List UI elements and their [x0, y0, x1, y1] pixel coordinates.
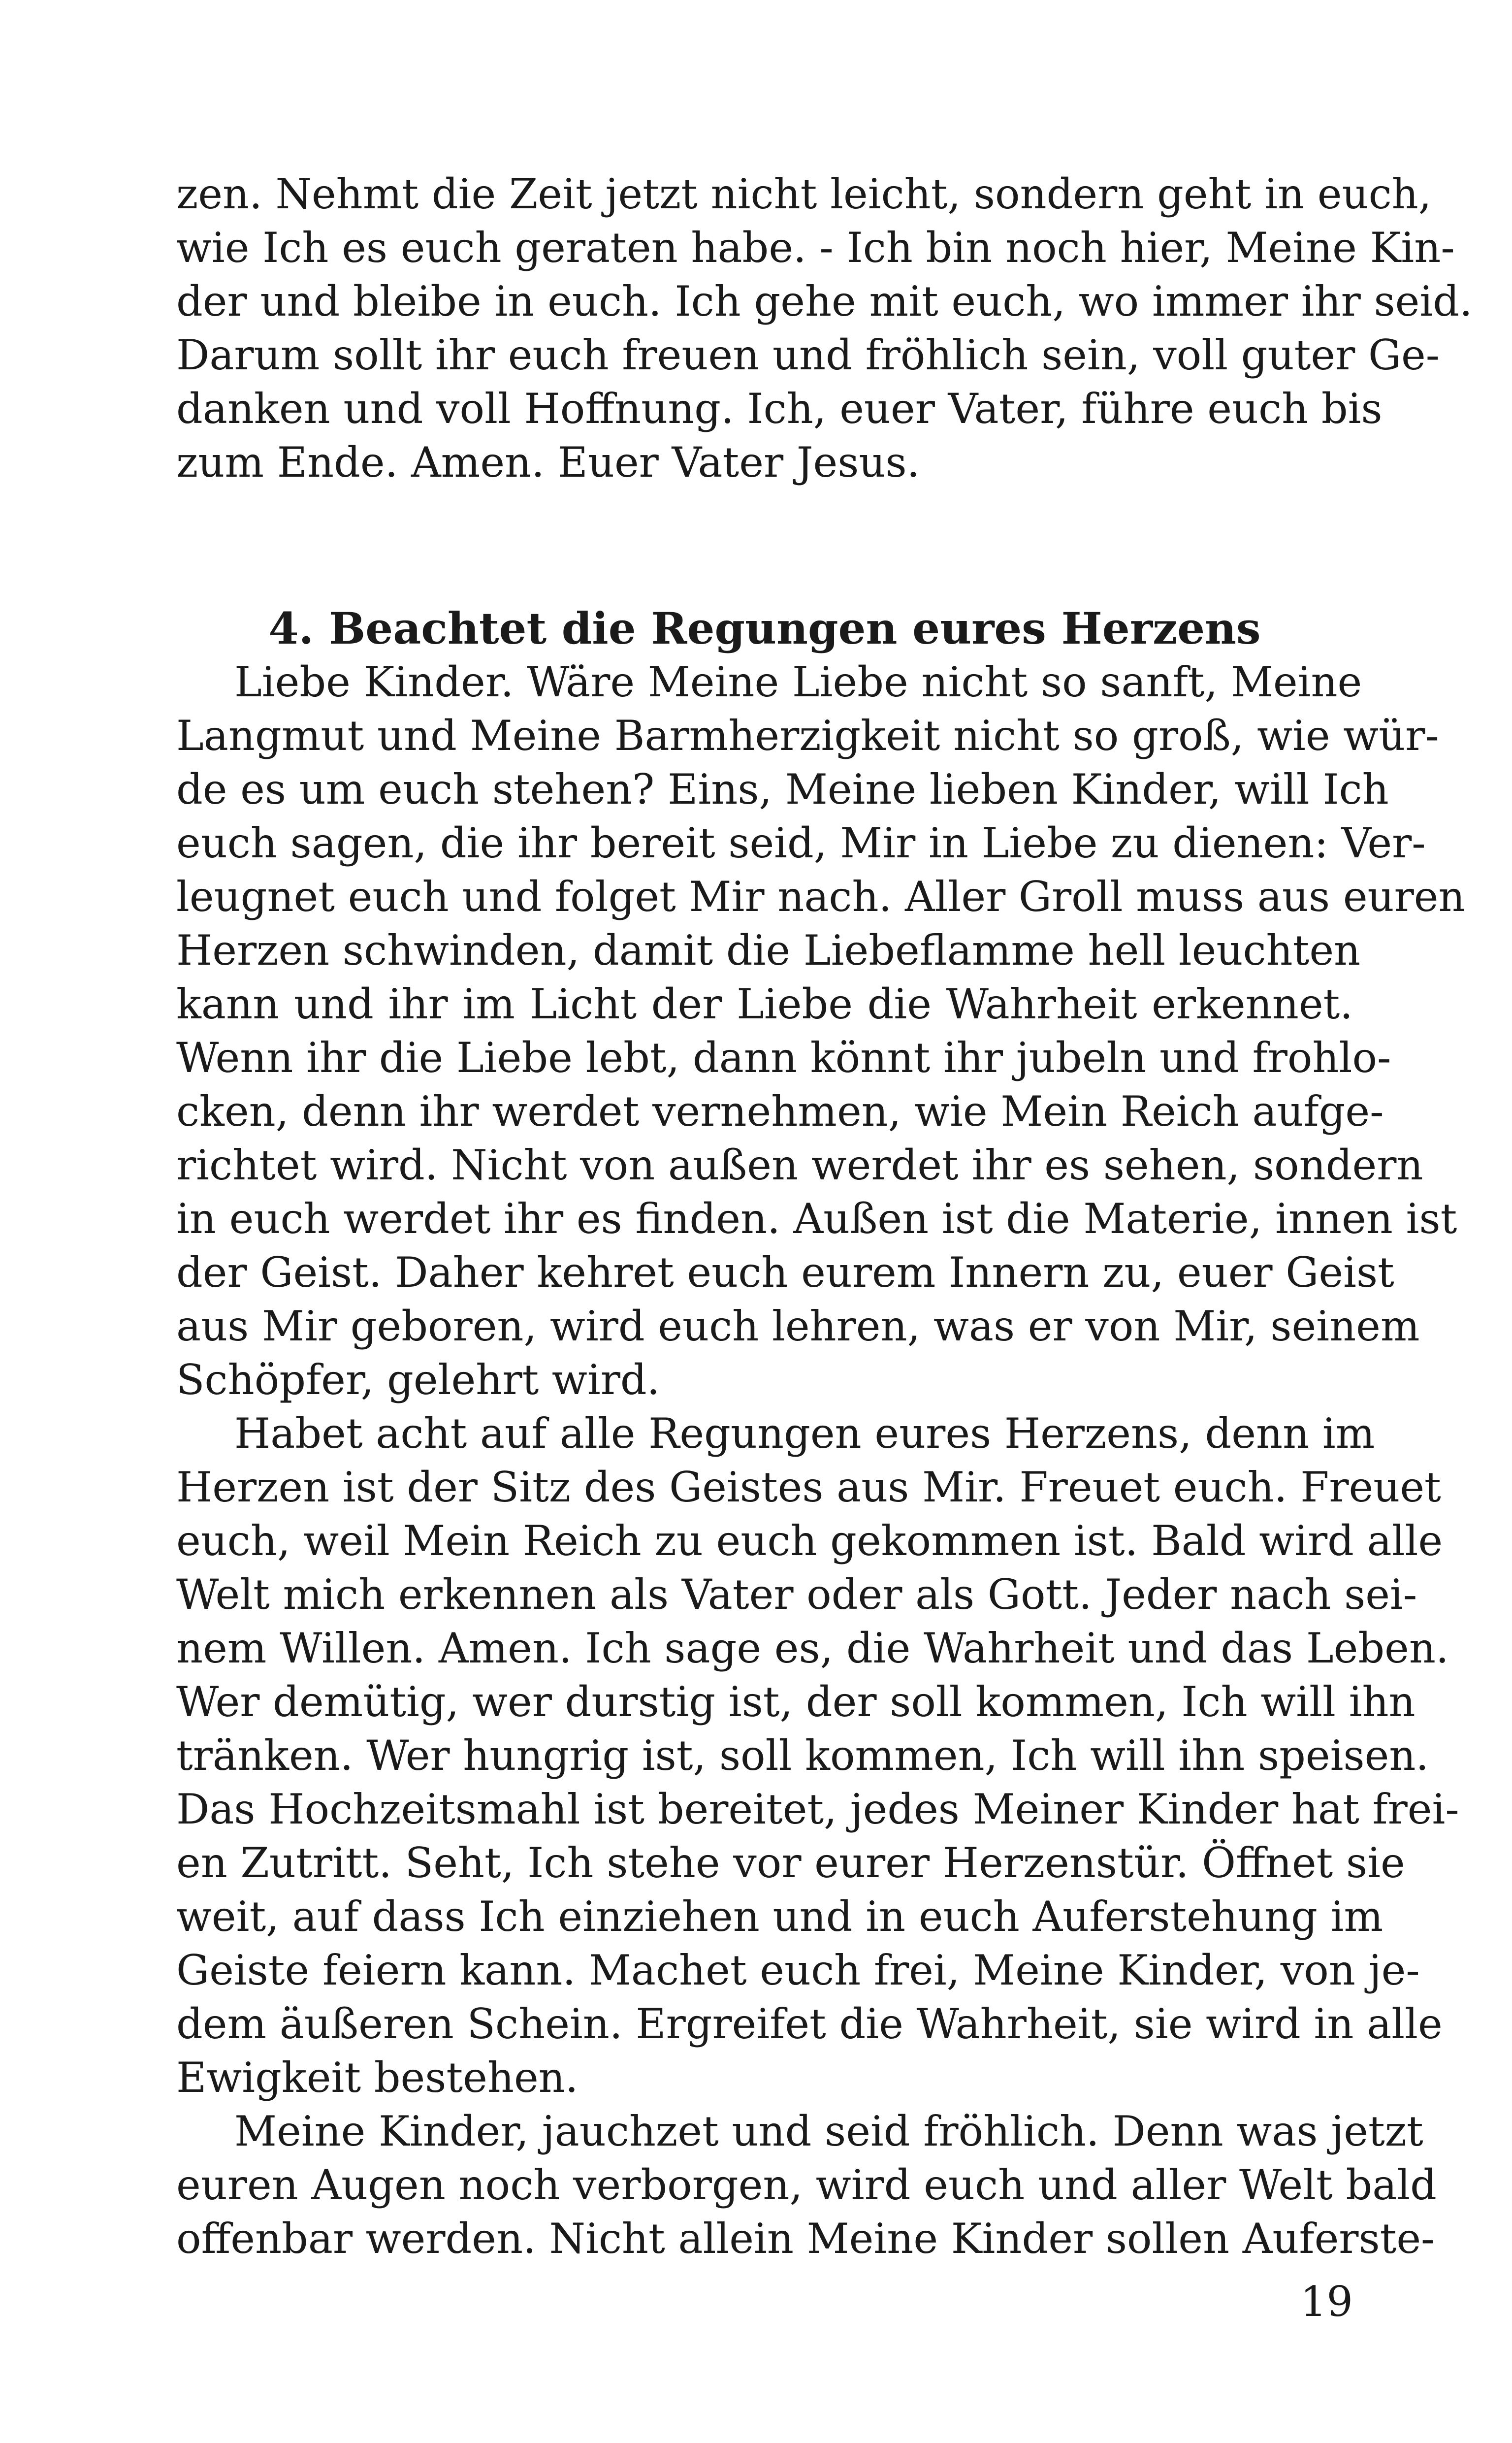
text-line: der Geist. Daher kehret euch eurem Innern zu, euer Geist — [176, 1248, 1394, 1297]
text-line: Herzen ist der Sitz des Geistes aus Mir. Freuet euch. Freuet — [176, 1463, 1441, 1511]
text-line: Welt mich erkennen als Vater oder als Gott. Jeder nach sei- — [176, 1570, 1417, 1619]
intro-paragraph — [176, 167, 1473, 489]
text-line: Langmut und Meine Barmherzigkeit nicht so groß, wie wür- — [176, 712, 1439, 760]
text-line: de es um euch stehen? Eins, Meine lieben Kinder, will Ich — [176, 765, 1389, 814]
text-line: euren Augen noch verborgen, wird euch und aller Welt bald — [176, 2161, 1437, 2209]
paragraph-1 — [176, 655, 1465, 1407]
text-line: Wer demütig, wer durstig ist, der soll kommen, Ich will ihn — [176, 1678, 1415, 1726]
text-line: offenbar werden. Nicht allein Meine Kinder sollen Auferste- — [176, 2215, 1435, 2263]
text-line: Darum sollt ihr euch freuen und fröhlich sein, voll guter Ge- — [176, 331, 1440, 379]
text-line: euch sagen, die ihr bereit seid, Mir in Liebe zu dienen: Ver- — [176, 819, 1426, 867]
text-line: Herzen schwinden, damit die Liebeflamme hell leuchten — [176, 926, 1361, 975]
text-line: Geiste feiern kann. Machet euch frei, Meine Kinder, von je- — [176, 1946, 1420, 1994]
text-line: zum Ende. Amen. Euer Vater Jesus. — [176, 438, 920, 487]
text-line: richtet wird. Nicht von außen werdet ihr es sehen, sondern — [176, 1141, 1423, 1189]
text-line: Wenn ihr die Liebe lebt, dann könnt ihr jubeln und frohlo- — [176, 1034, 1391, 1082]
text-line: weit, auf dass Ich einziehen und in euch Auferstehung im — [176, 1892, 1383, 1941]
text-line: danken und voll Hoffnung. Ich, euer Vater, führe euch bis — [176, 385, 1383, 433]
text-line: tränken. Wer hungrig ist, soll kommen, Ich will ihn speisen. — [176, 1731, 1429, 1780]
text-line: euch, weil Mein Reich zu euch gekommen ist. Bald wird alle — [176, 1517, 1443, 1565]
text-line: kann und ihr im Licht der Liebe die Wahrheit erkennet. — [176, 980, 1353, 1028]
text-line: wie Ich es euch geraten habe. - Ich bin noch hier, Meine Kin- — [176, 224, 1455, 272]
text-line: leugnet euch und folget Mir nach. Aller Groll muss aus euren — [176, 873, 1465, 921]
text-line: nem Willen. Amen. Ich sage es, die Wahrheit und das Leben. — [176, 1624, 1449, 1672]
paragraph-2 — [176, 1407, 1459, 2105]
text-line: dem äußeren Schein. Ergreifet die Wahrheit, sie wird in alle — [176, 2000, 1443, 2048]
text-line: der und bleibe in euch. Ich gehe mit euch, wo immer ihr seid. — [176, 277, 1473, 326]
text-line: Schöpfer, gelehrt wird. — [176, 1356, 660, 1404]
page-number: 19 — [1300, 2278, 1353, 2326]
text-line: cken, denn ihr werdet vernehmen, wie Mein Reich aufge- — [176, 1087, 1384, 1136]
text-line: en Zutritt. Seht, Ich stehe vor eurer Herzenstür. Öffnet sie — [176, 1839, 1405, 1887]
text-line: Habet acht auf alle Regungen eures Herzens, denn im — [234, 1409, 1375, 1458]
page-body — [176, 167, 1473, 2266]
text-line: in euch werdet ihr es finden. Außen ist die Materie, innen ist — [176, 1195, 1457, 1243]
text-line: Ewigkeit bestehen. — [176, 2053, 579, 2102]
text-line: Das Hochzeitsmahl ist bereitet, jedes Meiner Kinder hat frei- — [176, 1785, 1459, 1833]
text-line: aus Mir geboren, wird euch lehren, was er von Mir, seinem — [176, 1302, 1420, 1350]
section-heading: 4. Beachtet die Regungen eures Herzens — [268, 603, 1261, 654]
text-line: Liebe Kinder. Wäre Meine Liebe nicht so sanft, Meine — [234, 658, 1362, 706]
text-line: Meine Kinder, jauchzet und seid fröhlich. Denn was jetzt — [234, 2107, 1423, 2155]
paragraph-3 — [176, 2105, 1437, 2266]
text-line: zen. Nehmt die Zeit jetzt nicht leicht, sondern geht in euch, — [176, 170, 1432, 218]
